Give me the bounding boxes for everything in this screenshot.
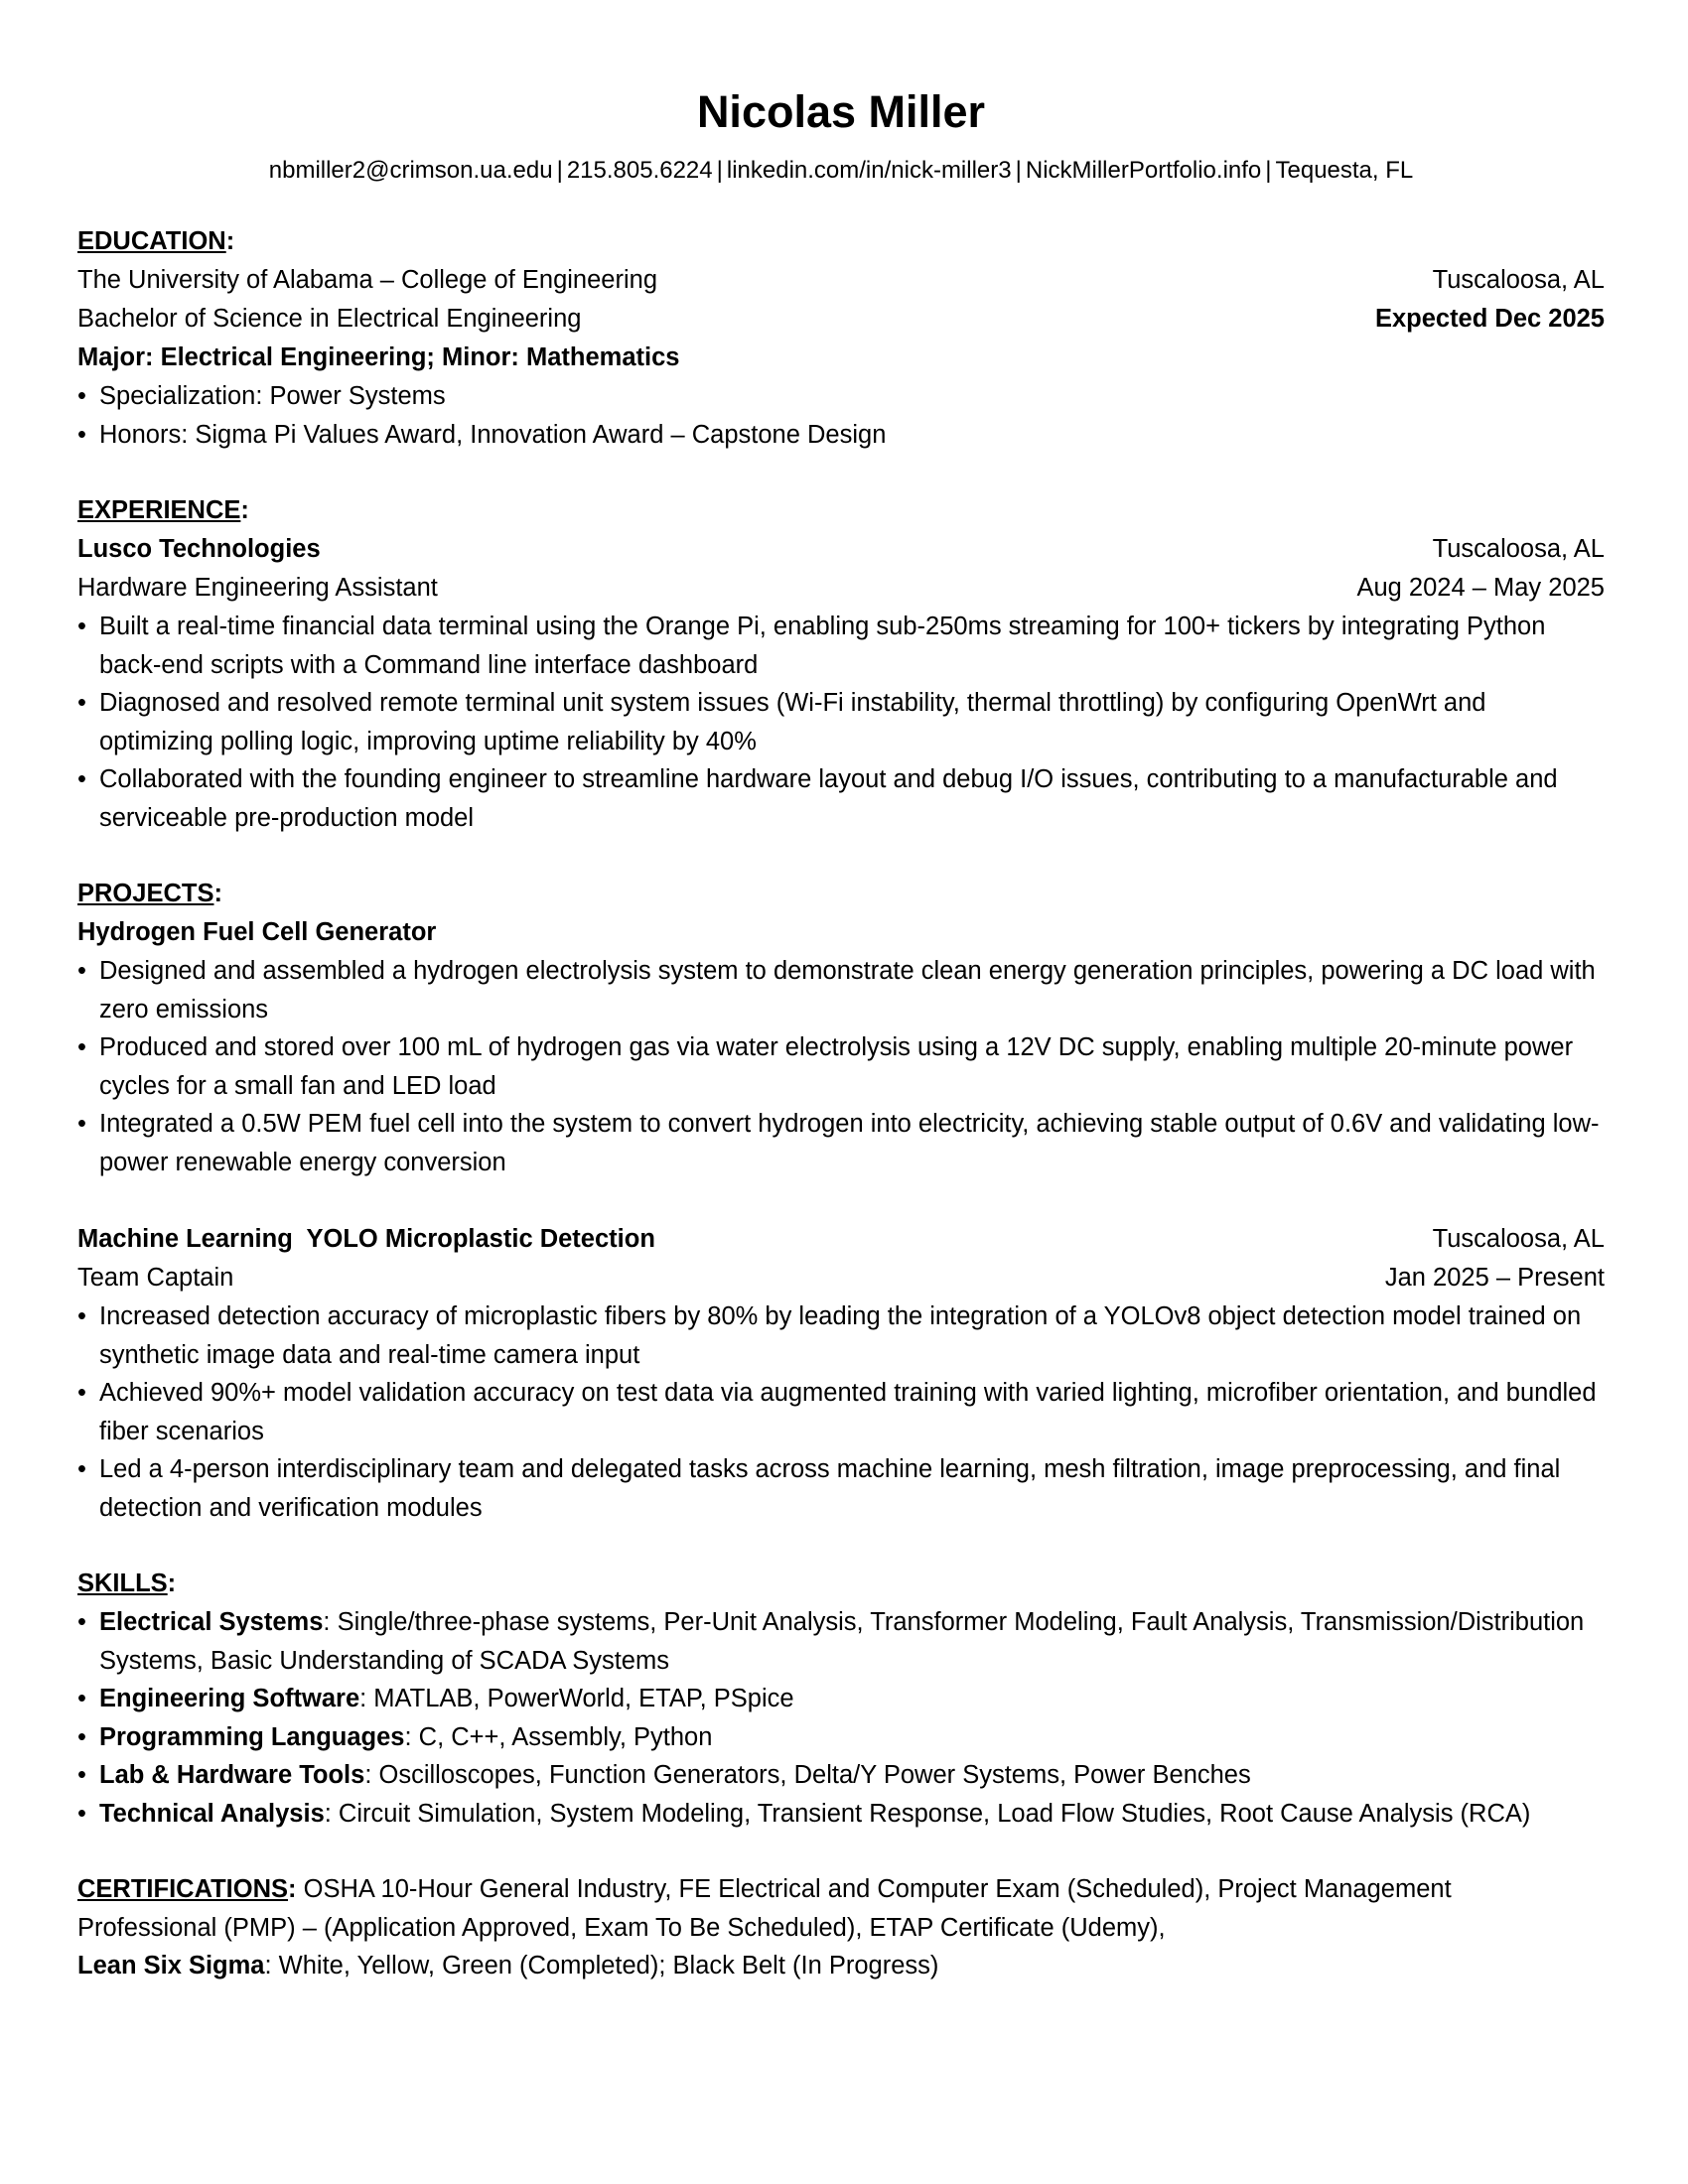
skills-heading: SKILLS: xyxy=(77,1570,177,1597)
skill-item: • Technical Analysis: Circuit Simulation, System Modeling, Transient Response, Load Flow Studies, Root Cause Analysis (RCA) xyxy=(77,1795,1605,1834)
project-bullet: • Led a 4-person interdisciplinary team and delegated tasks across machine learning, mesh filtration, image preprocessing, and final detection and verification modules xyxy=(77,1450,1605,1527)
project-title: Hydrogen Fuel Cell Generator xyxy=(77,918,437,946)
project-bullet: • Produced and stored over 100 mL of hydrogen gas via water electrolysis using a 12V DC supply, enabling multiple 20-minute power cycles for a small fan and LED load xyxy=(77,1028,1605,1105)
job-dates: Aug 2024 – May 2025 xyxy=(1356,574,1605,602)
contact-separator: | xyxy=(556,157,563,184)
major-minor: Major: Electrical Engineering; Minor: Mathematics xyxy=(77,343,680,371)
contact-phone[interactable]: 215.805.6224 xyxy=(566,157,713,184)
education-bullet: • Honors: Sigma Pi Values Award, Innovation Award – Capstone Design xyxy=(77,416,1605,455)
lean-six-sigma-label: Lean Six Sigma xyxy=(77,1952,265,1979)
education-bullet: • Specialization: Power Systems xyxy=(77,377,1605,416)
contact-portfolio[interactable]: NickMillerPortfolio.info xyxy=(1025,157,1262,184)
candidate-name: Nicolas Miller xyxy=(696,86,986,137)
experience-bullet: • Diagnosed and resolved remote terminal unit system issues (Wi-Fi instability, thermal throttling) by configuring OpenWrt and optimizing polling logic, improving uptime reliability by 40% xyxy=(77,684,1605,760)
degree: Bachelor of Science in Electrical Engineering xyxy=(77,305,582,333)
education-degree-row xyxy=(77,300,1605,339)
project-bullet: • Increased detection accuracy of microplastic fibers by 80% by leading the integration of a YOLOv8 object detection model trained on synthetic image data and real-time camera input xyxy=(77,1297,1605,1374)
company-location: Tuscaloosa, AL xyxy=(1432,535,1605,563)
skill-item: • Engineering Software: MATLAB, PowerWorld, ETAP, PSpice xyxy=(77,1680,1605,1718)
project-bullet: • Achieved 90%+ model validation accuracy on test data via augmented training with varied lighting, microfiber orientation, and bundled fiber scenarios xyxy=(77,1374,1605,1450)
contact-separator: | xyxy=(716,157,723,184)
experience-bullet: • Built a real-time financial data terminal using the Orange Pi, enabling sub-250ms streaming for 100+ tickers by integrating Python back-end scripts with a Command line interface dashboard xyxy=(77,608,1605,684)
project-location: Tuscaloosa, AL xyxy=(1432,1225,1605,1253)
degree-date: Expected Dec 2025 xyxy=(1374,305,1605,333)
certifications-line-2: Professional (PMP) – (Application Approved, Exam To Be Scheduled), ETAP Certificate (Udemy), xyxy=(77,1913,1166,1942)
project-role: Team Captain xyxy=(77,1264,234,1292)
skill-item: • Programming Languages: C, C++, Assembly, Python xyxy=(77,1718,1605,1757)
certifications-line-3: Lean Six Sigma: White, Yellow, Green (Completed); Black Belt (In Progress) xyxy=(77,1952,939,1979)
education-school-row xyxy=(77,261,1605,300)
education-section xyxy=(77,222,1605,454)
school-name: The University of Alabama – College of Engineering xyxy=(77,266,657,294)
education-heading: EDUCATION: xyxy=(77,227,235,255)
project-title: Machine Learning YOLO Microplastic Detection xyxy=(77,1225,655,1253)
certifications-section xyxy=(77,1870,1605,1985)
skill-item: • Lab & Hardware Tools: Oscilloscopes, Function Generators, Delta/Y Power Systems, Power Benches xyxy=(77,1756,1605,1795)
contact-separator: | xyxy=(1265,157,1272,184)
experience-company-row xyxy=(77,530,1605,569)
project-bullet: • Designed and assembled a hydrogen electrolysis system to demonstrate clean energy generation principles, powering a DC load with zero emissions xyxy=(77,952,1605,1028)
resume-page xyxy=(77,79,1605,1985)
project-title-row xyxy=(77,1220,1605,1259)
contact-separator: | xyxy=(1015,157,1022,184)
experience-bullet: • Collaborated with the founding engineer to streamline hardware layout and debug I/O issues, contributing to a manufacturable and serviceable pre-production model xyxy=(77,760,1605,837)
contact-location: Tequesta, FL xyxy=(1275,157,1414,184)
contact-linkedin[interactable]: linkedin.com/in/nick-miller3 xyxy=(726,157,1012,184)
project-yolo xyxy=(77,1220,1605,1527)
job-title: Hardware Engineering Assistant xyxy=(77,574,438,602)
project-role-row xyxy=(77,1259,1605,1297)
projects-heading: PROJECTS: xyxy=(77,880,222,907)
certifications-heading: CERTIFICATIONS xyxy=(77,1875,289,1903)
experience-title-row xyxy=(77,569,1605,608)
projects-section xyxy=(77,875,1605,1527)
school-location: Tuscaloosa, AL xyxy=(1432,266,1605,294)
skill-item: • Electrical Systems: Single/three-phase systems, Per-Unit Analysis, Transformer Modeling, Fault Analysis, Transmission/Distribution Systems, Basic Understanding of SCADA Systems xyxy=(77,1603,1605,1680)
project-dates: Jan 2025 – Present xyxy=(1384,1264,1605,1292)
experience-heading: EXPERIENCE: xyxy=(77,496,249,524)
contact-email[interactable]: nbmiller2@crimson.ua.edu xyxy=(268,157,553,184)
contact-line xyxy=(77,155,1605,187)
project-bullet: • Integrated a 0.5W PEM fuel cell into the system to convert hydrogen into electricity, achieving stable output of 0.6V and validating low-power renewable energy conversion xyxy=(77,1105,1605,1181)
skills-section xyxy=(77,1565,1605,1833)
company-name: Lusco Technologies xyxy=(77,535,321,563)
experience-section xyxy=(77,491,1605,837)
certifications-line-1: CERTIFICATIONS: OSHA 10-Hour General Industry, FE Electrical and Computer Exam (Scheduled), Project Management xyxy=(77,1875,1452,1903)
